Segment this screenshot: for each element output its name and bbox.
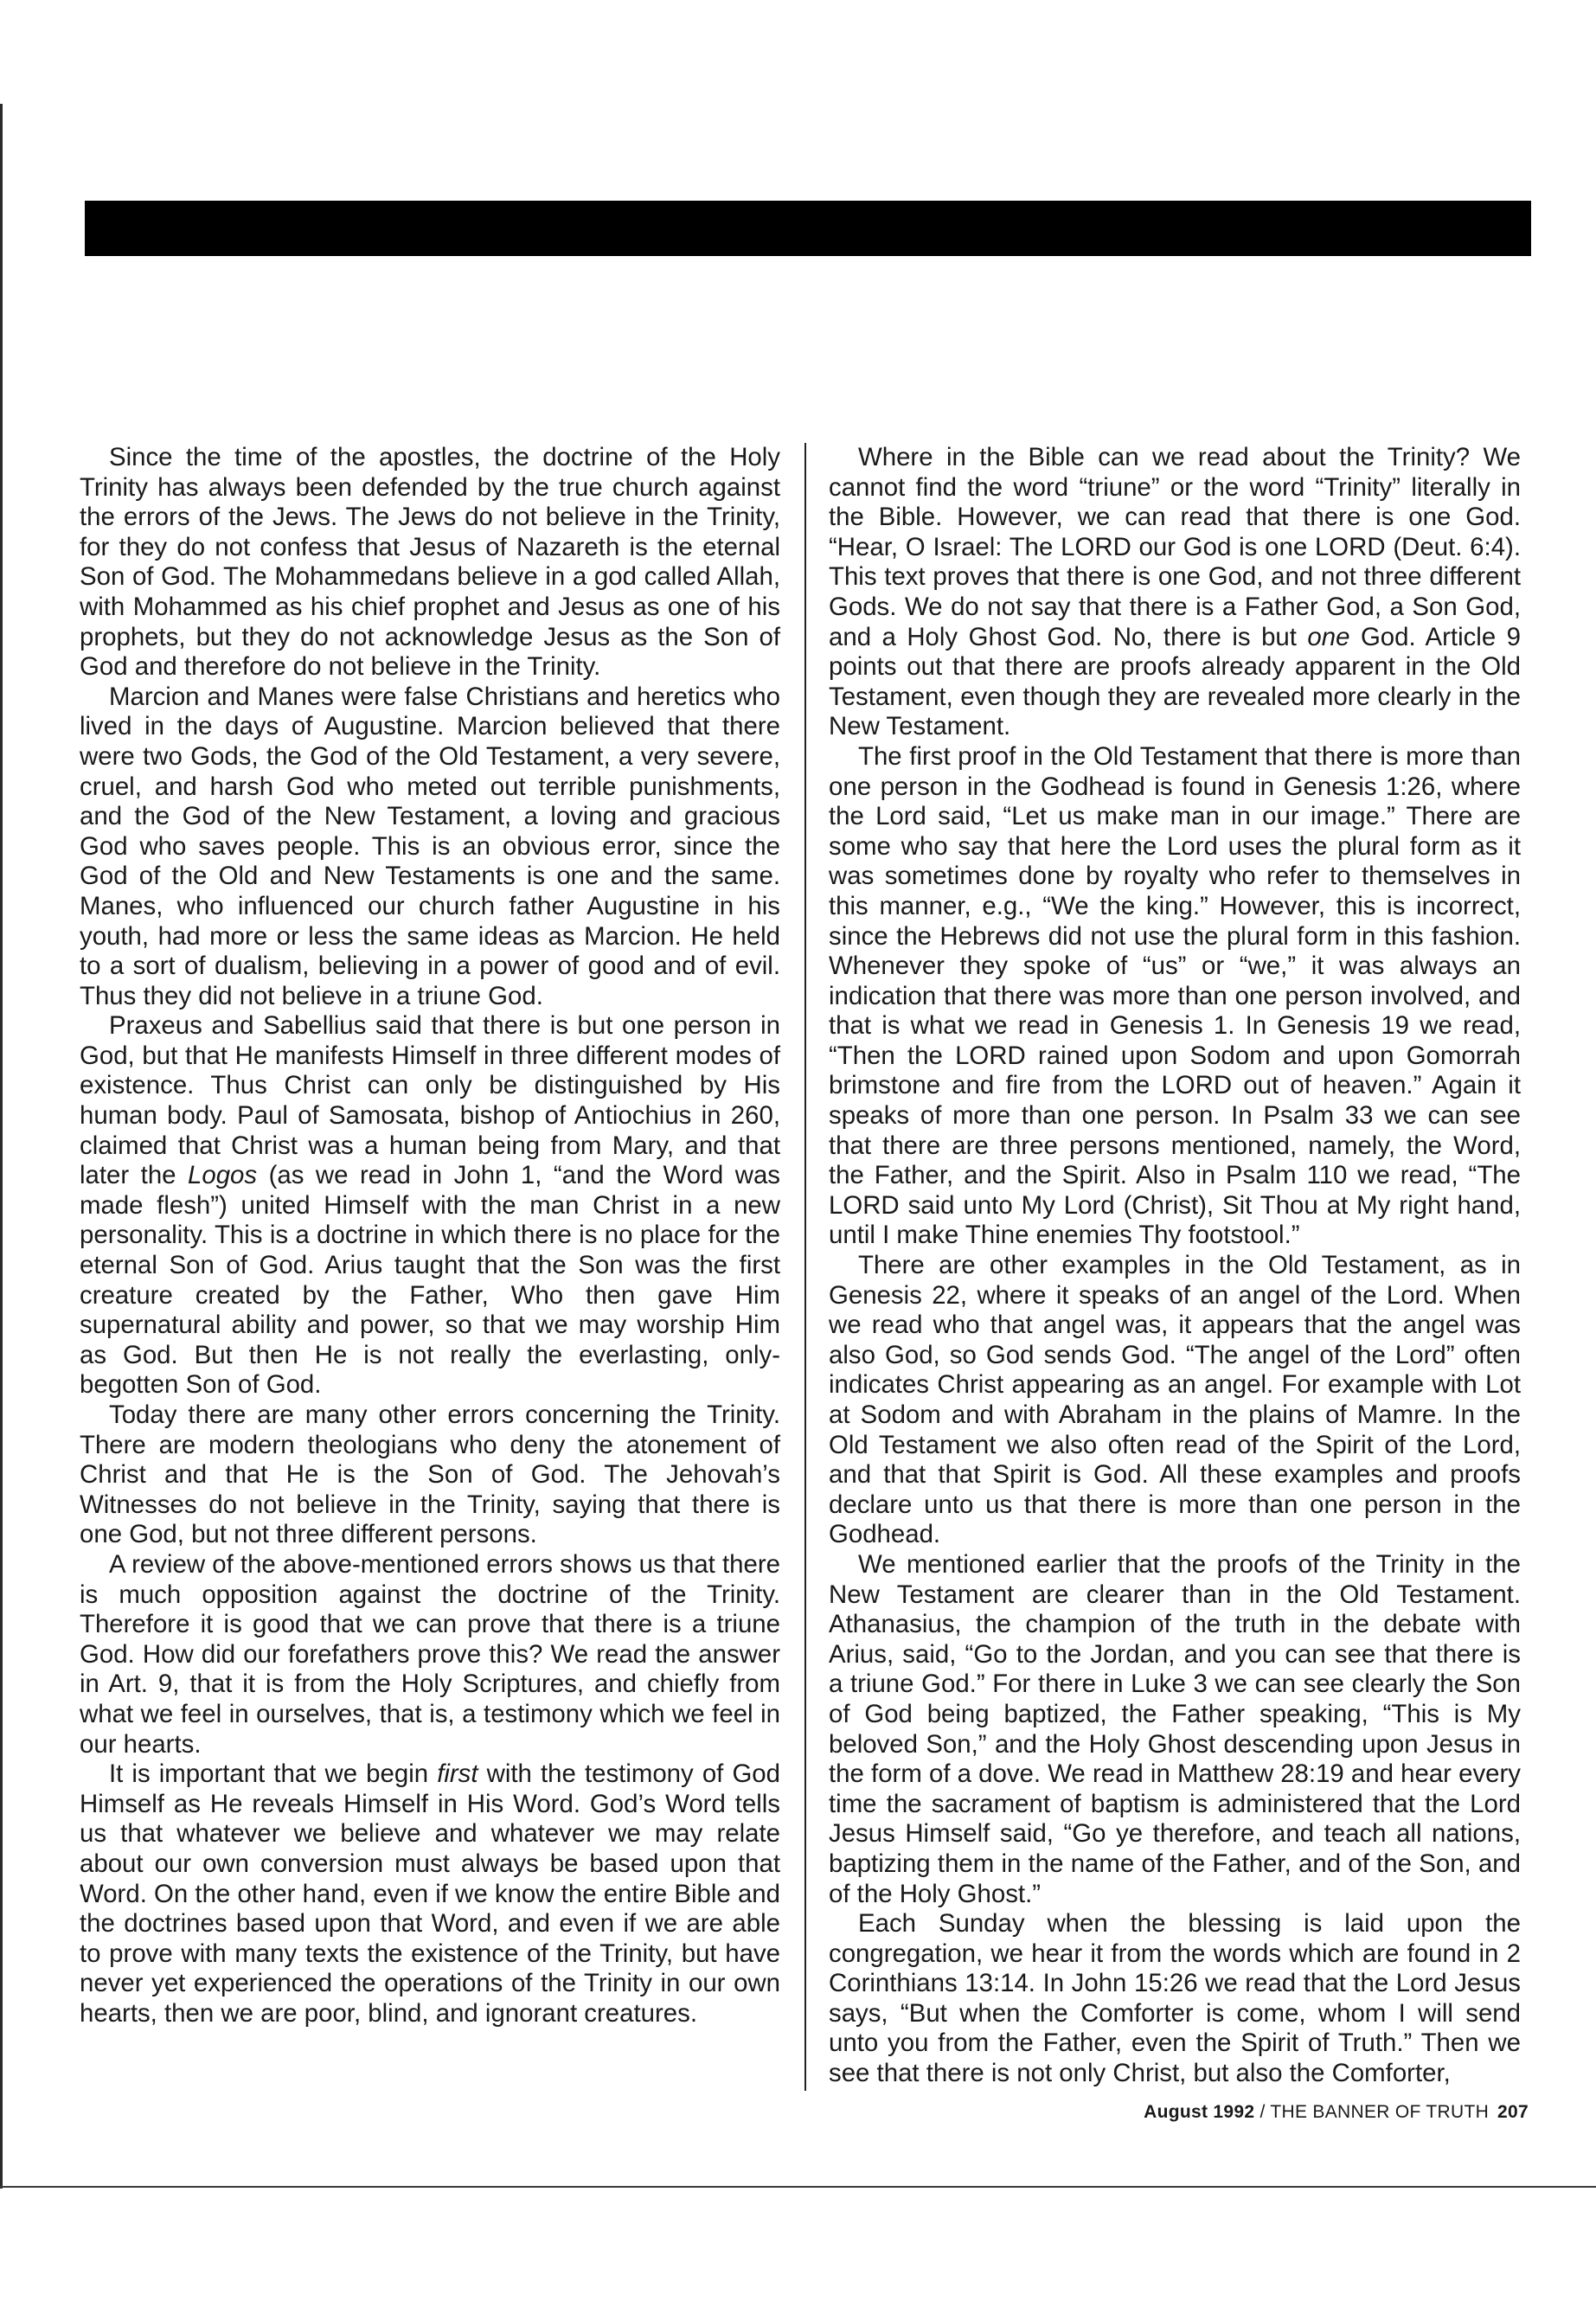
scan-edge-bottom — [0, 2186, 1596, 2188]
paragraph-text: Praxeus and Sabellius said that there is but one person in God, but that He manifests Himself in three different modes of existence. Thus Christ can only be distinguished by His human body. Paul of Samosata, bishop of Antiochius in 260, claimed that Christ was a human being from Mary, and that later the — [80, 1011, 780, 1190]
article-paragraph — [829, 443, 1521, 742]
paragraph-text: There are other examples in the Old Testament, as in Genesis 22, where it speaks of an angel of the Lord. When we read who that angel was, it appears that the angel was also God, so God sends God. “The angel of the Lord” often indicates Christ appearing as an angel. For example with Lot at Sodom and with Abraham in the plains of Mamre. In the Old Testament we also often read of the Spirit of the Lord, and that that Spirit is God. All these examples and proofs declare unto us that there is more than one person in the Godhead. — [829, 1251, 1521, 1549]
footer-publication: THE BANNER OF TRUTH — [1270, 2102, 1490, 2122]
paragraph-text: God. Article 9 points out that there are proofs already apparent in the Old Testament, even though they are revealed more clearly in the New Testament. — [829, 622, 1521, 741]
paragraph-text: (as we read in John 1, “and the Word was made flesh”) united Himself with the man Christ in a new personality. This is a doctrine in which there is no place for the eternal Son of God. Arius taught that the Son was the first creature created by the Father, Who then gave Him supernatural ability and power, so that we may worship Him as God. But then He is not really the everlasting, only-begotten Son of God. — [80, 1161, 780, 1400]
paragraph-text: It is important that we begin — [109, 1759, 438, 1789]
paragraph-text: Marcion and Manes were false Christians and heretics who lived in the days of Augustine. Marcion believed that there were two Gods, the God of the Old Testament, a very severe, cruel, and harsh God who meted out terrible punishments, and the God of the New Testament, a loving and gracious God who saves people. This is an obvious error, since the God of the Old and New Testaments is one and the same. Manes, who influenced our church father Augustine in his youth, had more or less the same ideas as Marcion. He held to a sort of dualism, believing in a power of good and of evil. Thus they did not believe in a triune God. — [80, 682, 780, 1010]
emphasis-text: one — [1307, 622, 1350, 651]
article-paragraph — [829, 742, 1521, 1251]
paragraph-text: Today there are many other errors concerning the Trinity. There are modern theologians who deny the atonement of Christ and that He is the Son of God. The Jehovah’s Witnesses do not believe in the Trinity, saying that there is one God, but not three different persons. — [80, 1400, 780, 1549]
paragraph-text: Each Sunday when the blessing is laid upon the congregation, we hear it from the words which are found in 2 Corinthians 13:14. In John 15:26 we read that the Lord Jesus says, “But when the Comforter is come, whom I will send unto you from the Father, even the Spirit of Truth.” Then we see that there is not only Christ, but also the Comforter, — [829, 1909, 1521, 2088]
article-paragraph — [80, 683, 780, 1012]
header-bar — [85, 201, 1531, 256]
article-column-right — [829, 443, 1521, 2089]
article-paragraph — [80, 1550, 780, 1759]
article-paragraph — [829, 1550, 1521, 1909]
footer-date: August 1992 — [1144, 2102, 1255, 2122]
article-column-left — [80, 443, 780, 2029]
article-paragraph — [829, 1909, 1521, 2089]
emphasis-text: first — [437, 1759, 478, 1789]
article-paragraph — [829, 1251, 1521, 1550]
paragraph-text: The first proof in the Old Testament that there is more than one person in the Godhead is found in Genesis 1:26, where the Lord said, “Let us make man in our image.” There are some who say that here the Lord uses the plural form as it was sometimes done by royalty who refer to themselves in this manner, e.g., “We the king.” However, this is incorrect, since the Hebrews did not use the plural form in this fashion. Whenever they spoke of “us” or “we,” it was always an indication that there was more than one person involved, and that is what we read in Genesis 1. In Genesis 19 we read, “Then the LORD rained upon Sodom and upon Gomorrah brimstone and fire from the LORD out of heaven.” Again it speaks of more than one person. In Psalm 33 we can see that there are three persons mentioned, namely, the Word, the Father, and the Spirit. Also in Psalm 110 we read, “The LORD said unto My Lord (Christ), Sit Thou at My right hand, until I make Thine enemies Thy footstool.” — [829, 741, 1521, 1250]
footer-separator: / — [1254, 2102, 1271, 2122]
column-divider — [804, 443, 806, 2091]
scan-edge-left — [0, 104, 3, 2189]
article-paragraph — [80, 1759, 780, 2029]
emphasis-text: Logos — [188, 1161, 258, 1190]
footer-page-number: 207 — [1497, 2102, 1529, 2122]
article-paragraph — [80, 1011, 780, 1400]
paragraph-text: Since the time of the apostles, the doctrine of the Holy Trinity has always been defended by the true church against the errors of the Jews. The Jews do not believe in the Trinity, for they do not confess that Jesus of Nazareth is the eternal Son of God. The Mohammedans believe in a god called Allah, with Mohammed as his chief prophet and Jesus as one of his prophets, but they do not acknowledge Jesus as the Son of God and therefore do not believe in the Trinity. — [80, 443, 780, 682]
paragraph-text: A review of the above-mentioned errors shows us that there is much opposition against the doctrine of the Trinity. Therefore it is good that we can prove that there is a triune God. How did our forefathers prove this? We read the answer in Art. 9, that it is from the Holy Scriptures, and chiefly from what we feel in ourselves, that is, a testimony which we feel in our hearts. — [80, 1549, 780, 1759]
page-footer — [1144, 2102, 1529, 2123]
article-paragraph — [80, 1400, 780, 1550]
article-paragraph — [80, 443, 780, 683]
paragraph-text: We mentioned earlier that the proofs of the Trinity in the New Testament are clearer than in the Old Testament. Athanasius, the champion of the truth in the debate with Arius, said, “Go to the Jordan, and you can see that there is a triune God.” For there in Luke 3 we can see clearly the Son of God being baptized, the Father speaking, “This is My beloved Son,” and the Holy Ghost descending upon Jesus in the form of a dove. We read in Matthew 28:19 and hear every time the sacrament of baptism is administered that the Lord Jesus Himself said, “Go ye therefore, and teach all nations, baptizing them in the name of the Father, and of the Son, and of the Holy Ghost.” — [829, 1549, 1521, 1908]
paragraph-text: Where in the Bible can we read about the Trinity? We cannot find the word “triune” or the word “Trinity” literally in the Bible. However, we can read that there is one God. “Hear, O Israel: The LORD our God is one LORD (Deut. 6:4). This text proves that there is one God, and not three different Gods. We do not say that there is a Father God, a Son God, and a Holy Ghost God. No, there is but — [829, 443, 1521, 651]
paragraph-text: with the testimony of God Himself as He reveals Himself in His Word. God’s Word tells us that whatever we believe and whatever we may relate about our own conversion must always be based upon that Word. On the other hand, even if we know the entire Bible and the doctrines based upon that Word, and even if we are able to prove with many texts the existence of the Trinity, but have never yet experienced the operations of the Trinity in our own hearts, then we are poor, blind, and ignorant creatures. — [80, 1759, 780, 2028]
